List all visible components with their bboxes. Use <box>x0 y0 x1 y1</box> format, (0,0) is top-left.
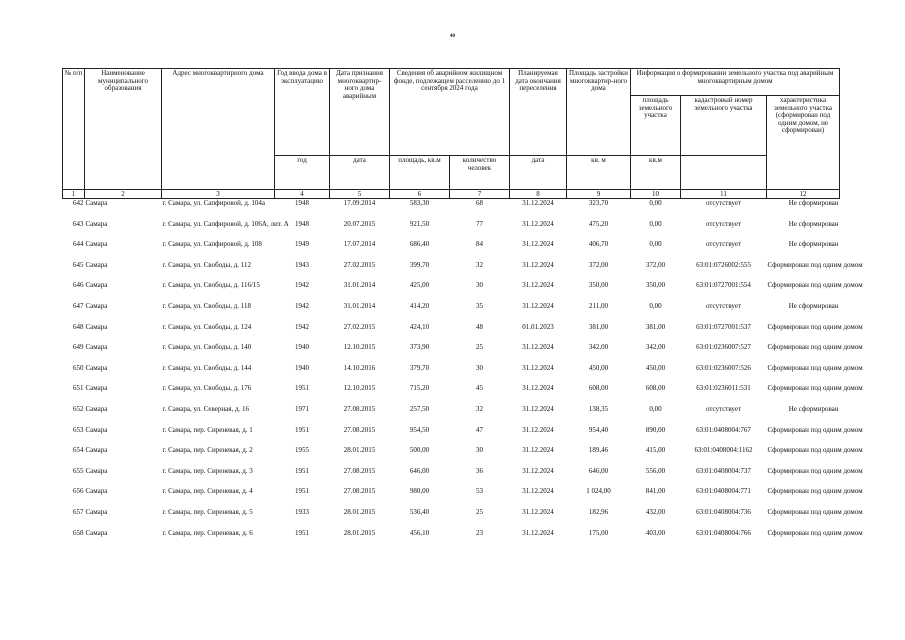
address-cell: г. Самара, пер. Сиреневая, д. 6 <box>162 528 253 537</box>
header-land-info: Информация о формировании земельного участка под аварийным многоквартирным домом <box>631 69 840 96</box>
people-cell: 32 <box>476 260 483 269</box>
row-number: 649 <box>73 343 84 352</box>
table-row <box>63 426 840 447</box>
date-recognized-cell: 27.02.2015 <box>343 322 376 331</box>
area-cell: 373,90 <box>409 343 430 352</box>
row-number: 646 <box>73 281 84 290</box>
cadastral-cell: 63:01:0408004:736 <box>696 507 751 516</box>
row-number: 643 <box>73 219 84 228</box>
area-cell: 715,20 <box>409 384 430 393</box>
table-row <box>63 199 840 220</box>
year-cell: 1940 <box>295 343 309 352</box>
column-number: 3 <box>162 190 275 199</box>
planned-date-cell: 01.01.2023 <box>522 322 554 331</box>
land-area-cell: 403,00 <box>645 528 666 537</box>
built-area-cell: 1 024,00 <box>586 487 611 496</box>
year-cell: 1942 <box>295 322 309 331</box>
land-area-cell: 0,00 <box>649 199 662 207</box>
date-recognized-cell: 31.01.2014 <box>343 281 376 290</box>
cadastral-cell: 63:01:0408004:771 <box>696 487 751 496</box>
address-cell: г. Самара, ул. Свободы, д. 118 <box>162 301 251 310</box>
people-cell: 36 <box>476 466 483 475</box>
header-unit-cadastral-blank <box>681 156 767 190</box>
area-cell: 583,30 <box>409 199 430 207</box>
year-cell: 1949 <box>295 240 309 249</box>
column-number: 11 <box>681 190 767 199</box>
land-area-cell: 0,00 <box>649 301 662 310</box>
people-cell: 84 <box>476 240 483 249</box>
address-cell: г. Самара, ул. Свободы, д. 112 <box>162 260 251 269</box>
column-number: 9 <box>567 190 631 199</box>
built-area-cell: 475,20 <box>588 219 609 228</box>
cadastral-cell: 63:01:0727001:537 <box>696 322 751 331</box>
table-row <box>63 487 840 508</box>
date-recognized-cell: 20.07.2015 <box>343 219 376 228</box>
year-cell: 1951 <box>295 466 309 475</box>
area-cell: 379,70 <box>409 363 430 372</box>
municipality-cell: Самара <box>85 384 108 393</box>
people-cell: 25 <box>476 343 483 352</box>
cadastral-cell: 63:01:0408004:766 <box>696 528 751 537</box>
area-cell: 424,10 <box>409 322 430 331</box>
table-row <box>63 302 840 323</box>
planned-date-cell: 31.12.2024 <box>522 260 554 269</box>
header-land-area: площадь земельного участка <box>631 96 681 156</box>
date-recognized-cell: 27.08.2015 <box>343 487 376 496</box>
land-area-cell: 890,00 <box>645 425 666 434</box>
planned-date-cell: 31.12.2024 <box>522 425 554 434</box>
municipality-cell: Самара <box>85 199 108 207</box>
people-cell: 25 <box>476 507 483 516</box>
address-cell: г. Самара, ул. Северная, д. 16 <box>162 404 250 413</box>
year-cell: 1933 <box>295 507 309 516</box>
people-cell: 30 <box>476 446 483 455</box>
land-area-cell: 381,00 <box>645 322 666 331</box>
area-cell: 456,10 <box>409 528 430 537</box>
municipality-cell: Самара <box>85 281 108 290</box>
table-row <box>63 405 840 426</box>
characteristic-cell: Сформирован под одним домом <box>767 281 863 290</box>
planned-date-cell: 31.12.2024 <box>522 384 554 393</box>
address-cell: г. Самара, ул. Свободы, д. 116/15 <box>162 281 260 290</box>
land-area-cell: 0,00 <box>649 240 662 249</box>
address-cell: г. Самара, пер. Сиреневая, д. 5 <box>162 507 253 516</box>
cadastral-cell: 63:01:0727001:554 <box>696 281 751 290</box>
area-cell: 686,40 <box>409 240 430 249</box>
built-area-cell: 182,96 <box>588 507 609 516</box>
characteristic-cell: Сформирован под одним домом <box>767 343 863 352</box>
land-area-cell: 0,00 <box>649 219 662 228</box>
cadastral-cell: отсутствует <box>705 219 742 228</box>
characteristic-cell: Сформирован под одним домом <box>767 425 863 434</box>
header-municipality: Наименование муниципального образования <box>85 69 162 190</box>
land-area-cell: 841,00 <box>645 487 666 496</box>
address-cell: г. Самара, пер. Сиреневая, д. 4 <box>162 487 253 496</box>
characteristic-cell: Сформирован под одним домом <box>767 260 863 269</box>
address-cell: г. Самара, ул. Свободы, д. 124 <box>162 322 252 331</box>
planned-date-cell: 31.12.2024 <box>522 199 554 207</box>
address-cell: г. Самара, ул. Свободы, д. 144 <box>162 363 252 372</box>
year-cell: 1948 <box>295 199 309 207</box>
header-unit-sqm: кв. м <box>567 156 631 190</box>
characteristic-cell: Сформирован под одним домом <box>767 322 863 331</box>
people-cell: 68 <box>476 199 483 207</box>
people-cell: 53 <box>476 487 483 496</box>
row-number: 656 <box>73 487 84 496</box>
people-cell: 47 <box>476 425 483 434</box>
municipality-cell: Самара <box>85 528 108 537</box>
page-number: 40 <box>450 34 455 39</box>
row-number: 642 <box>73 199 84 207</box>
row-number: 647 <box>73 301 84 310</box>
row-number: 650 <box>73 363 84 372</box>
land-area-cell: 450,00 <box>645 363 666 372</box>
built-area-cell: 646,00 <box>588 466 609 475</box>
cadastral-cell: отсутствует <box>705 404 742 413</box>
built-area-cell: 406,70 <box>588 240 609 249</box>
row-number: 653 <box>73 425 84 434</box>
year-cell: 1951 <box>295 487 309 496</box>
table-row <box>63 343 840 364</box>
built-area-cell: 138,35 <box>588 404 609 413</box>
year-cell: 1940 <box>295 363 309 372</box>
year-cell: 1943 <box>295 260 309 269</box>
emergency-housing-table <box>62 68 863 549</box>
date-recognized-cell: 28.01.2015 <box>343 507 376 516</box>
year-cell: 1951 <box>295 384 309 393</box>
municipality-cell: Самара <box>85 260 108 269</box>
date-recognized-cell: 28.01.2015 <box>343 446 376 455</box>
people-cell: 45 <box>476 384 483 393</box>
header-built-area: Площадь застройки многоквартир-ного дома <box>567 69 631 156</box>
date-recognized-cell: 12.10.2015 <box>343 343 376 352</box>
area-cell: 536,40 <box>409 507 430 516</box>
municipality-cell: Самара <box>85 466 108 475</box>
cadastral-cell: отсутствует <box>705 301 742 310</box>
header-year: Год ввода дома в эксплуатацию <box>275 69 330 156</box>
header-address: Адрес многоквартирного дома <box>162 69 275 190</box>
address-cell: г. Самара, ул. Свободы, д. 176 <box>162 384 252 393</box>
land-area-cell: 350,00 <box>645 281 666 290</box>
characteristic-cell: Сформирован под одним домом <box>767 363 863 372</box>
cadastral-cell: отсутствует <box>705 240 742 249</box>
column-number: 12 <box>767 190 840 199</box>
planned-date-cell: 31.12.2024 <box>522 507 554 516</box>
area-cell: 425,00 <box>409 281 430 290</box>
column-number-row <box>63 190 840 199</box>
municipality-cell: Самара <box>85 446 108 455</box>
characteristic-cell: Не сформирован <box>788 219 839 228</box>
table-row <box>63 240 840 261</box>
people-cell: 77 <box>476 219 483 228</box>
land-area-cell: 432,00 <box>645 507 666 516</box>
municipality-cell: Самара <box>85 240 108 249</box>
column-number: 7 <box>450 190 510 199</box>
characteristic-cell: Не сформирован <box>788 301 839 310</box>
characteristic-cell: Не сформирован <box>788 240 839 249</box>
characteristic-cell: Сформирован под одним домом <box>767 384 863 393</box>
land-area-cell: 0,00 <box>649 404 662 413</box>
municipality-cell: Самара <box>85 507 108 516</box>
table-row <box>63 323 840 344</box>
characteristic-cell: Сформирован под одним домом <box>767 487 863 496</box>
built-area-cell: 450,00 <box>588 363 609 372</box>
people-cell: 23 <box>476 528 483 537</box>
column-number: 6 <box>390 190 450 199</box>
built-area-cell: 372,00 <box>588 260 609 269</box>
header-emergency-info: Сведения об аварийном жилищном фонде, подлежащем расселению до 1 сентября 2024 года <box>390 69 510 156</box>
cadastral-cell: 63:01:0236007:527 <box>696 343 751 352</box>
header-unit-area: площадь, кв.м <box>390 156 450 190</box>
area-cell: 414,20 <box>409 301 430 310</box>
planned-date-cell: 31.12.2024 <box>522 343 554 352</box>
row-number: 648 <box>73 322 84 331</box>
built-area-cell: 175,00 <box>588 528 609 537</box>
row-number: 657 <box>73 507 84 516</box>
cadastral-cell: 63:01:0408004:737 <box>696 466 751 475</box>
date-recognized-cell: 27.02.2015 <box>343 260 376 269</box>
table-row <box>63 220 840 241</box>
cadastral-cell: 63:01:0408004:767 <box>696 425 751 434</box>
area-cell: 954,50 <box>409 425 430 434</box>
municipality-cell: Самара <box>85 343 108 352</box>
planned-date-cell: 31.12.2024 <box>522 446 554 455</box>
people-cell: 30 <box>476 281 483 290</box>
planned-date-cell: 31.12.2024 <box>522 466 554 475</box>
column-number: 4 <box>275 190 330 199</box>
row-number: 645 <box>73 260 84 269</box>
area-cell: 921,50 <box>409 219 430 228</box>
column-number: 10 <box>631 190 681 199</box>
table-row <box>63 364 840 385</box>
planned-date-cell: 31.12.2024 <box>522 528 554 537</box>
column-number: 5 <box>330 190 390 199</box>
date-recognized-cell: 27.08.2015 <box>343 425 376 434</box>
year-cell: 1971 <box>295 404 309 413</box>
planned-date-cell: 31.12.2024 <box>522 219 554 228</box>
address-cell: г. Самара, ул. Сапфировой, д. 106А, лит. А <box>162 219 289 228</box>
address-cell: г. Самара, ул. Свободы, д. 140 <box>162 343 252 352</box>
characteristic-cell: Не сформирован <box>788 199 839 207</box>
address-cell: г. Самара, ул. Сапфировой, д. 104а <box>162 199 266 207</box>
row-number: 658 <box>73 528 84 537</box>
address-cell: г. Самара, ул. Сапфировой, д. 108 <box>162 240 262 249</box>
year-cell: 1942 <box>295 301 309 310</box>
column-number: 2 <box>85 190 162 199</box>
area-cell: 980,00 <box>409 487 430 496</box>
municipality-cell: Самара <box>85 425 108 434</box>
date-recognized-cell: 14.10.2016 <box>343 363 376 372</box>
cadastral-cell: 63:01:0236007:526 <box>696 363 751 372</box>
table-row <box>63 467 840 488</box>
header-characteristic: характеристика земельного участка (сформирован под одним домом, не сформирован) <box>767 96 840 190</box>
row-number: 654 <box>73 446 84 455</box>
year-cell: 1955 <box>295 446 309 455</box>
area-cell: 646,00 <box>409 466 430 475</box>
cadastral-cell: отсутствует <box>705 199 742 207</box>
municipality-cell: Самара <box>85 363 108 372</box>
people-cell: 32 <box>476 404 483 413</box>
table-row <box>63 384 840 405</box>
header-unit-year: год <box>275 156 330 190</box>
area-cell: 257,50 <box>409 404 430 413</box>
characteristic-cell: Не сформирован <box>788 404 839 413</box>
characteristic-cell: Сформирован под одним домом <box>767 466 863 475</box>
column-number: 1 <box>63 190 85 199</box>
table-row <box>63 261 840 282</box>
table-row <box>63 529 840 550</box>
table-row <box>63 508 840 529</box>
people-cell: 48 <box>476 322 483 331</box>
header-date-recognized: Дата признания многоквартир-ного дома аварийным <box>330 69 390 156</box>
planned-date-cell: 31.12.2024 <box>522 240 554 249</box>
characteristic-cell: Сформирован под одним домом <box>767 446 863 455</box>
built-area-cell: 381,00 <box>588 322 609 331</box>
cadastral-cell: 63:01:0236011:531 <box>696 384 751 393</box>
planned-date-cell: 31.12.2024 <box>522 404 554 413</box>
characteristic-cell: Сформирован под одним домом <box>767 528 863 537</box>
land-area-cell: 556,00 <box>645 466 666 475</box>
planned-date-cell: 31.12.2024 <box>522 281 554 290</box>
built-area-cell: 350,00 <box>588 281 609 290</box>
table-header <box>63 69 840 199</box>
people-cell: 30 <box>476 363 483 372</box>
area-cell: 399,70 <box>409 260 430 269</box>
land-area-cell: 608,00 <box>645 384 666 393</box>
characteristic-cell: Сформирован под одним домом <box>767 507 863 516</box>
row-number: 652 <box>73 404 84 413</box>
land-area-cell: 342,00 <box>645 343 666 352</box>
header-unit-sqm2: кв.м <box>631 156 681 190</box>
land-area-cell: 415,00 <box>645 446 666 455</box>
built-area-cell: 608,00 <box>588 384 609 393</box>
built-area-cell: 211,00 <box>589 301 608 310</box>
address-cell: г. Самара, пер. Сиреневая, д. 2 <box>162 446 253 455</box>
date-recognized-cell: 17.09.2014 <box>343 199 376 207</box>
municipality-cell: Самара <box>85 301 108 310</box>
date-recognized-cell: 31.01.2014 <box>343 301 376 310</box>
built-area-cell: 342,00 <box>588 343 609 352</box>
table-body <box>63 199 863 550</box>
header-num: № п/п <box>63 69 85 190</box>
year-cell: 1942 <box>295 281 309 290</box>
header-unit-date: дата <box>330 156 390 190</box>
column-number: 8 <box>510 190 567 199</box>
area-cell: 500,00 <box>409 446 430 455</box>
header-planned-date: Планируемая дата окончания переселения <box>510 69 567 156</box>
row-number: 655 <box>73 466 84 475</box>
table-row <box>63 281 840 302</box>
year-cell: 1948 <box>295 219 309 228</box>
date-recognized-cell: 27.08.2015 <box>343 466 376 475</box>
municipality-cell: Самара <box>85 322 108 331</box>
cadastral-cell: 63:01:0726002:555 <box>696 260 751 269</box>
table-row <box>63 446 840 467</box>
built-area-cell: 189,46 <box>588 446 609 455</box>
date-recognized-cell: 27.08.2015 <box>343 404 376 413</box>
planned-date-cell: 31.12.2024 <box>522 363 554 372</box>
header-cadastral: кадастровый номер земельного участка <box>681 96 767 156</box>
built-area-cell: 954,40 <box>588 425 609 434</box>
row-number: 651 <box>73 384 84 393</box>
header-unit-people: количество человек <box>450 156 510 190</box>
municipality-cell: Самара <box>85 487 108 496</box>
date-recognized-cell: 12.10.2015 <box>343 384 376 393</box>
planned-date-cell: 31.12.2024 <box>522 301 554 310</box>
cadastral-cell: 63:01:0408004:1162 <box>694 446 753 455</box>
municipality-cell: Самара <box>85 404 108 413</box>
year-cell: 1951 <box>295 528 309 537</box>
land-area-cell: 372,00 <box>645 260 666 269</box>
address-cell: г. Самара, пер. Сиреневая, д. 3 <box>162 466 253 475</box>
header-unit-date2: дата <box>510 156 567 190</box>
built-area-cell: 323,70 <box>588 199 609 207</box>
municipality-cell: Самара <box>85 219 108 228</box>
year-cell: 1951 <box>295 425 309 434</box>
row-number: 644 <box>73 240 84 249</box>
date-recognized-cell: 17.07.2014 <box>343 240 376 249</box>
address-cell: г. Самара, пер. Сиреневая, д. 1 <box>162 425 253 434</box>
planned-date-cell: 31.12.2024 <box>522 487 554 496</box>
people-cell: 35 <box>476 301 483 310</box>
date-recognized-cell: 28.01.2015 <box>343 528 376 537</box>
